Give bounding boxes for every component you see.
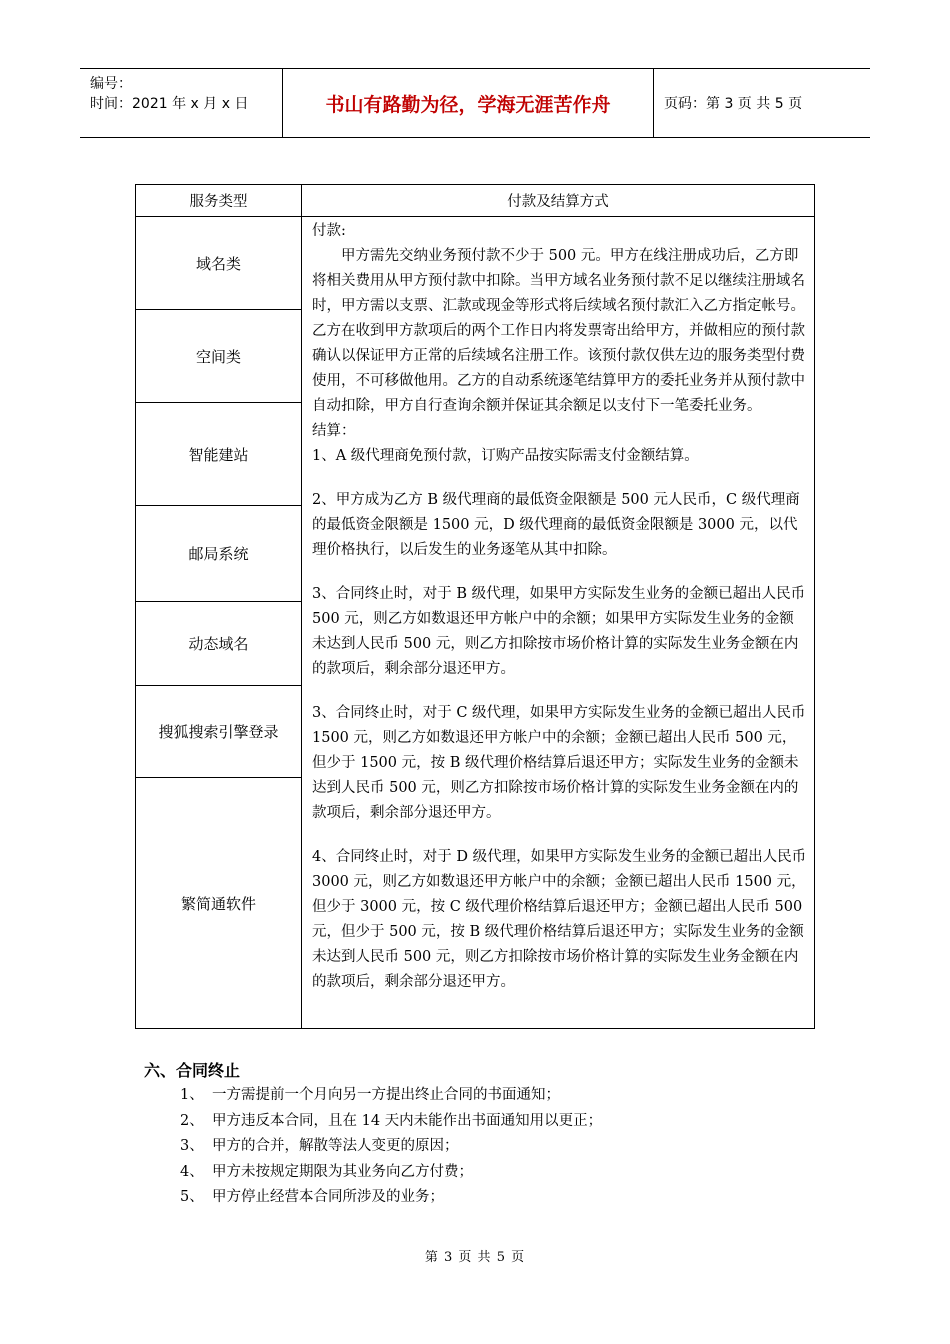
payment-table [135,184,815,1029]
column-header-payment: 付款及结算方式 [507,194,609,210]
header-meta [80,69,283,137]
settlement-item: 1、A 级代理商免预付款，订购产品按实际需支付金额结算。 [312,448,699,464]
settlement-item: 3、合同终止时，对于 B 级代理，如果甲方实际发生业务的金额已超出人民币 500 元，则乙方如数退还甲方帐户中的余额；如果甲方实际发生业务的金额未达到人民币 500 元，则乙方扣除按市场价格计算的实际发生业务金额在内的款项后，剩余部分退还甲方。 [312,586,806,677]
section-title: 六、合同终止 [144,1061,241,1080]
list-item: 3、 甲方的合并，解散等法人变更的原因； [180,1138,459,1154]
settlement-item: 3、合同终止时，对于 C 级代理，如果甲方实际发生业务的金额已超出人民币 1500 元，则乙方如数退还甲方帐户中的余额；金额已超出人民币 500 元，但少于 1500 元，按 B 级代理价格结算后退还甲方；实际发生业务的金额未达到人民币 500 元，则乙方扣除按市场价格计算的实际发生业务金额在内的款项后，剩余部分退还甲方。 [312,705,806,821]
list-item: 2、 甲方违反本合同，且在 14 天内未能作出书面通知用以更正； [180,1112,603,1129]
settlement-label: 结算： [312,423,356,439]
payment-paragraph: 甲方需先交纳业务预付款不少于 500 元。甲方在线注册成功后，乙方即将相关费用从甲方预付款中扣除。当甲方域名业务预付款不足以继续注册域名时，甲方需以支票、汇款或现金等形式将后续域名预付款汇入乙方指定帐号。乙方在收到甲方款项后的两个工作日内将发票寄出给甲方，并做相应的预付款确认以保证甲方正常的后续域名注册工作。该预付款仅供左边的服务类型付费使用，不可移做他用。乙方的自动系统逐笔结算甲方的委托业务并从预付款中自动扣除，甲方自行查询余额并保证其余额足以支付下一笔委托业务。 [312,248,805,414]
settlement-item: 4、合同终止时，对于 D 级代理，如果甲方实际发生业务的金额已超出人民币 3000 元，则乙方如数退还甲方帐户中的余额；金额已超出人民币 1500 元，但少于 3000 元，按 C 级代理价格结算后退还甲方；金额已超出人民币 500 元，但少于 500 元，按 B 级代理价格结算后退还甲方；实际发生业务的金额未达到人民币 500 元，则乙方扣除按市场价格计算的实际发生业务金额在内的款项后，剩余部分退还甲方。 [312,849,807,990]
service-type-cell: 邮局系统 [136,506,301,602]
settlement-item: 2、甲方成为乙方 B 级代理商的最低资金限额是 500 元人民币，C 级代理商的最低资金限额是 1500 元，D 级代理商的最低资金限额是 3000 元，以代理价格执行，以后发生的业务逐笔从其中扣除。 [312,492,800,558]
table-column-divider [301,185,302,1028]
list-item: 5、 甲方停止经营本合同所涉及的业务； [180,1189,444,1205]
payment-content [312,219,808,995]
service-type-cell: 智能建站 [136,403,301,506]
list-item: 1、 一方需提前一个月向另一方提出终止合同的书面通知； [180,1087,560,1103]
payment-label: 付款: [312,223,346,239]
header-page-info: 页码：第 3 页 共 5 页 [664,96,803,112]
termination-list [180,1083,602,1211]
service-type-cell: 繁简通软件 [180,894,256,913]
service-type-cell: 域名类 [136,217,301,310]
service-type-cell: 动态域名 [136,602,301,686]
service-type-cell: 搜狐搜索引擎登录 [136,686,301,778]
header-motto: 书山有路勤为径，学海无涯苦作舟 [283,69,654,137]
page-header [80,68,870,138]
service-type-cell: 空间类 [136,310,301,403]
column-header-service-type: 服务类型 [189,194,248,210]
document-date: 时间：2021 年 x 月 x 日 [90,96,249,112]
list-item: 4、 甲方未按规定期限为其业务向乙方付费； [180,1163,473,1180]
page-footer: 第 3 页 共 5 页 [424,1250,526,1265]
document-number-label: 编号： [90,76,132,92]
